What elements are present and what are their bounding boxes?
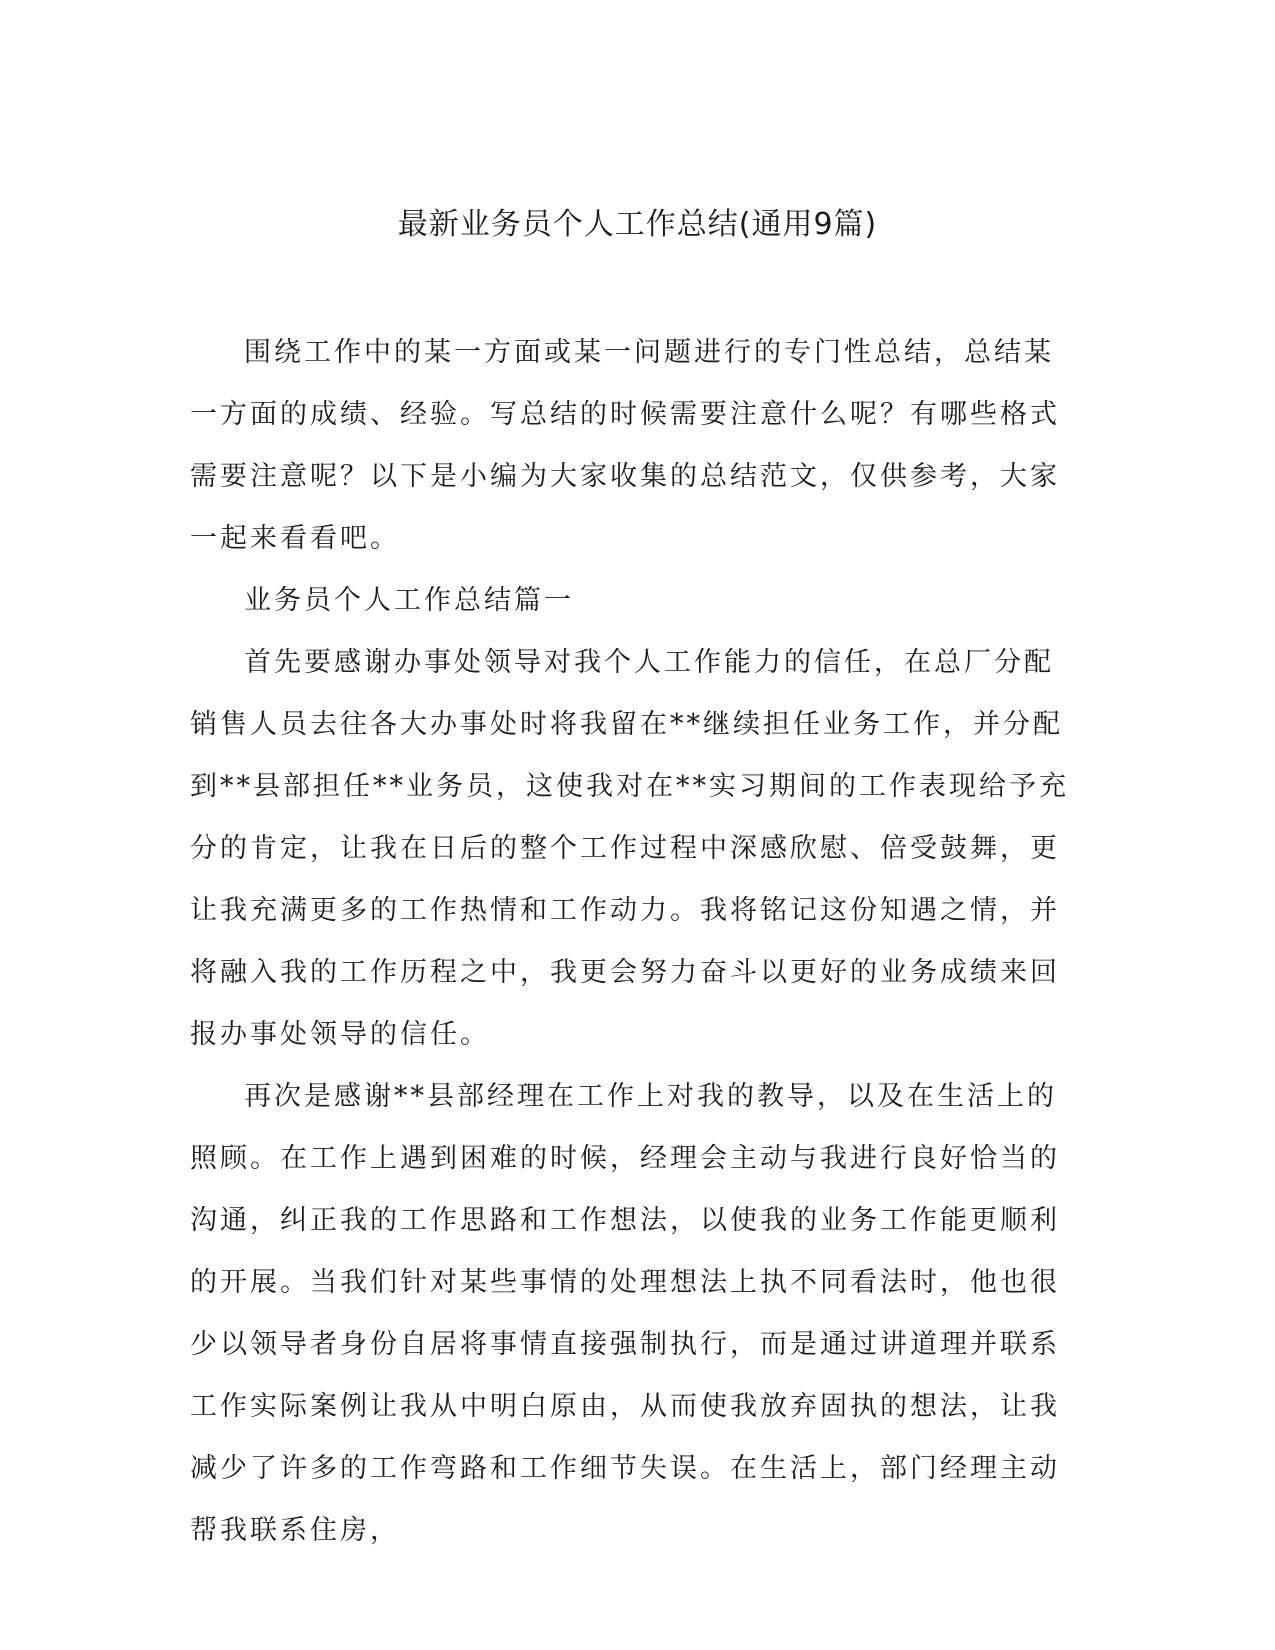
document-body: [190, 322, 1080, 1562]
body-paragraph-1: 首先要感谢办事处领导对我个人工作能力的信任，在总厂分配销售人员去往各大办事处时将我留在**继续担任业务工作，并分配到**县部担任**业务员，这使我对在**实习期间的工作表现给予充分的肯定，让我在日后的整个工作过程中深感欣慰、倍受鼓舞，更让我充满更多的工作热情和工作动力。我将铭记这份知遇之情，并将融入我的工作历程之中，我更会努力奋斗以更好的业务成绩来回报办事处领导的信任。: [190, 647, 1069, 1050]
document-title: 最新业务员个人工作总结(通用9篇): [397, 207, 878, 242]
body-paragraph-2: 再次是感谢**县部经理在工作上对我的教导，以及在生活上的照顾。在工作上遇到困难的时候，经理会主动与我进行良好恰当的沟通，纠正我的工作思路和工作想法，以使我的业务工作能更顺利的开展。当我们针对某些事情的处理想法上执不同看法时，他也很少以领导者身份自居将事情直接强制执行，而是通过讲道理并联系工作实际案例让我从中明白原由，从而使我放弃固执的想法，让我减少了许多的工作弯路和工作细节失误。在生活上，部门经理主动帮我联系住房，: [190, 1081, 1060, 1546]
intro-paragraph: 围绕工作中的某一方面或某一问题进行的专门性总结，总结某一方面的成绩、经验。写总结的时候需要注意什么呢？有哪些格式需要注意呢？以下是小编为大家收集的总结范文，仅供参考，大家一起来看看吧。: [190, 337, 1060, 554]
section-heading: 业务员个人工作总结篇一: [244, 585, 574, 616]
